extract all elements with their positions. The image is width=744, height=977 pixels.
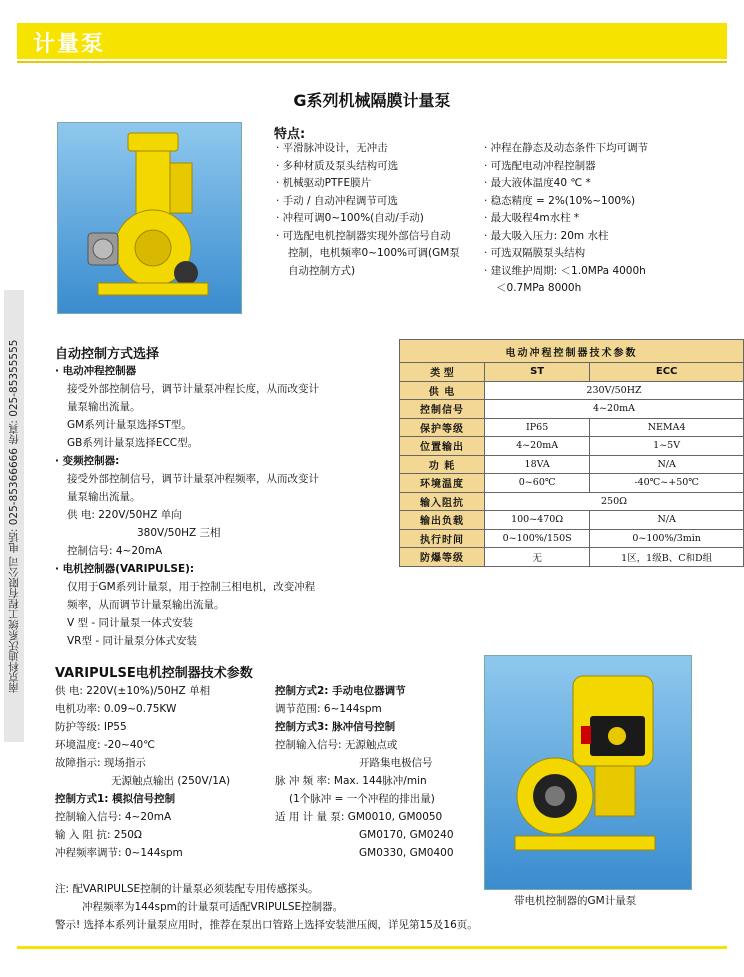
- table-row-label: 执行时间: [400, 529, 485, 548]
- table-header-cell: 类 型: [400, 363, 485, 382]
- table-cell: 230V/50HZ: [485, 381, 744, 400]
- table-cell: 1~5V: [590, 437, 744, 456]
- table-row: [400, 437, 744, 456]
- feature-item: · 平滑脉冲设计，无冲击: [276, 142, 388, 154]
- table-caption: 电动冲程控制器技术参数: [400, 340, 744, 363]
- table-cell: 100~470Ω: [485, 511, 590, 530]
- varipulse-spec-line: 适 用 计 量 泵: GM0010, GM0050: [275, 811, 443, 823]
- auto-control-line: · 电机控制器(VARIPULSE):: [55, 563, 195, 575]
- table-cell: 1区，1级B、C和D组: [590, 548, 744, 567]
- feature-item: · 冲程在静态及动态条件下均可调节: [484, 142, 649, 154]
- feature-item: · 建议维护周期: ＜1.0MPa 4000h: [484, 264, 646, 277]
- table-cell: 0~60℃: [485, 474, 590, 493]
- feature-item: · 可选配电动冲程控制器: [484, 159, 596, 172]
- table-cell: 4~20mA: [485, 437, 590, 456]
- auto-control-line: 供 电: 220V/50HZ 单向: [67, 509, 182, 521]
- varipulse-spec-line: 控制输入信号: 无源触点或: [275, 739, 398, 751]
- table-cell: -40℃~+50℃: [590, 474, 744, 493]
- feature-item: · 可选双隔膜泵头结构: [484, 247, 586, 259]
- table-cell: 18VA: [485, 455, 590, 474]
- varipulse-spec-line: (1个脉冲 = 一个冲程的排出量): [289, 793, 435, 805]
- table-row-label: 保护等级: [400, 418, 485, 437]
- table-row-label: 防爆等级: [400, 548, 485, 567]
- varipulse-spec-right: [275, 682, 454, 862]
- feature-item: · 机械驱动PTFE膜片: [276, 177, 372, 189]
- note-line: 冲程频率为144spm的计量泵可适配VRIPULSE控制器。: [82, 901, 344, 913]
- features-label: 特点:: [274, 127, 306, 142]
- feature-item: · 最大液体温度40 ℃ *: [484, 177, 591, 189]
- table-row: [400, 474, 744, 493]
- feature-item: · 可选配电机控制器实现外部信号自动: [276, 229, 451, 242]
- table-row: [400, 511, 744, 530]
- feature-item: · 最大吸入压力: 20m 水柱: [484, 229, 609, 242]
- table-header-cell: ECC: [590, 363, 744, 382]
- table-row: [400, 492, 744, 511]
- table-cell: 0~100%/150S: [485, 529, 590, 548]
- gm-pump-illustration: [485, 656, 691, 889]
- feature-item: · 冲程可调0~100%(自动/手动): [276, 212, 424, 224]
- table-row-label: 控制信号: [400, 400, 485, 419]
- footer-divider: [17, 946, 727, 949]
- table-row: [400, 548, 744, 567]
- feature-item: 控制，电机频率0~100%可调(GM泵: [288, 247, 460, 259]
- features-list-right: [484, 140, 648, 298]
- varipulse-spec-line: 无源触点输出 (250V/1A): [111, 775, 231, 787]
- feature-item: ＜0.7MPa 8000h: [496, 282, 582, 294]
- auto-control-line: · 变频控制器:: [55, 455, 120, 467]
- auto-control-line: 仅用于GM系列计量泵，用于控制三相电机，改变冲程: [67, 581, 316, 593]
- auto-control-line: 接受外部控制信号，调节计量泵冲程频率，从而改变计: [67, 473, 319, 485]
- varipulse-spec-line: 防护等级: IP55: [55, 721, 127, 733]
- varipulse-spec-left: [55, 682, 230, 862]
- table-row-label: 环境温度: [400, 474, 485, 493]
- auto-control-line: 控制信号: 4~20mA: [67, 545, 163, 557]
- table-cell: IP65: [485, 418, 590, 437]
- table-row: [400, 455, 744, 474]
- table-cell: 4~20mA: [485, 400, 744, 419]
- company-contact-sidebar: [4, 290, 24, 742]
- table-cell: 0~100%/3min: [590, 529, 744, 548]
- auto-control-title: 自动控制方式选择: [55, 347, 160, 362]
- feature-item: · 稳态精度 = 2%(10%~100%): [484, 194, 636, 207]
- table-cell: N/A: [590, 455, 744, 474]
- table-header-cell: ST: [485, 363, 590, 382]
- auto-control-line: 频率，从而调节计量泵输出流量。: [67, 599, 225, 611]
- auto-control-line: 量泵输出流量。: [67, 401, 141, 413]
- varipulse-spec-line: GM0170, GM0240: [359, 829, 454, 841]
- varipulse-spec-line: 脉 冲 频 率: Max. 144脉冲/min: [275, 775, 427, 787]
- note-line: 注: 配VARIPULSE控制的计量泵必须装配专用传感探头。: [55, 883, 319, 895]
- table-header-row: [400, 363, 744, 382]
- features-list-left: [276, 140, 460, 280]
- header-divider: [17, 61, 727, 63]
- varipulse-spec-line: 调节范围: 6~144spm: [275, 703, 382, 715]
- table-caption-row: [400, 340, 744, 363]
- auto-control-line: VR型 - 同计量泵分体式安装: [67, 635, 197, 647]
- varipulse-spec-line: 控制方式3: 脉冲信号控制: [275, 721, 396, 733]
- photo-caption: 带电机控制器的GM计量泵: [514, 895, 637, 907]
- varipulse-spec-line: 电机功率: 0.09~0.75KW: [55, 703, 177, 715]
- gm-pump-photo: [484, 655, 692, 890]
- varipulse-spec-line: 控制输入信号: 4~20mA: [55, 811, 172, 823]
- table-row-label: 供 电: [400, 381, 485, 400]
- table-row-label: 输出负载: [400, 511, 485, 530]
- notes: [55, 880, 343, 916]
- varipulse-spec-line: 控制方式2: 手动电位器调节: [275, 685, 406, 697]
- table-cell: NEMA4: [590, 418, 744, 437]
- auto-control-line: 量泵输出流量。: [67, 491, 141, 503]
- table-row-label: 位置输出: [400, 437, 485, 456]
- table-row: [400, 381, 744, 400]
- varipulse-spec-line: 开路集电极信号: [359, 757, 433, 769]
- table-row-label: 功 耗: [400, 455, 485, 474]
- auto-control-line: GB系列计量泵选择ECC型。: [67, 437, 199, 449]
- varipulse-spec-line: 冲程频率调节: 0~144spm: [55, 847, 183, 859]
- table-cell: 无: [485, 548, 590, 567]
- page-section-title: 计量泵: [33, 32, 106, 57]
- table-row-label: 输入阻抗: [400, 492, 485, 511]
- auto-control-line: · 电动冲程控制器: [55, 365, 137, 377]
- stroke-controller-spec-table: [399, 339, 744, 567]
- feature-item: 自动控制方式): [288, 264, 356, 277]
- g-pump-photo: [57, 122, 242, 314]
- feature-item: · 最大吸程4m水柱 *: [484, 212, 580, 224]
- varipulse-spec-line: 供 电: 220V(±10%)/50HZ 单相: [55, 685, 211, 697]
- table-row: [400, 400, 744, 419]
- varipulse-spec-line: GM0330, GM0400: [359, 847, 454, 859]
- auto-control-body: [55, 362, 319, 650]
- varipulse-spec-line: 环境温度: -20~40℃: [55, 739, 155, 751]
- table-row: [400, 418, 744, 437]
- table-cell: N/A: [590, 511, 744, 530]
- auto-control-line: 380V/50HZ 三相: [137, 527, 221, 539]
- auto-control-line: 接受外部控制信号，调节计量泵冲程长度，从而改变计: [67, 383, 319, 395]
- feature-item: · 手动 / 自动冲程调节可选: [276, 194, 398, 207]
- varipulse-spec-line: 输 入 阻 抗: 250Ω: [55, 829, 142, 841]
- varipulse-title: VARIPULSE电机控制器技术参数: [55, 666, 253, 681]
- varipulse-spec-line: 故障指示: 现场指示: [55, 757, 146, 769]
- varipulse-spec-line: 控制方式1: 模拟信号控制: [55, 793, 176, 805]
- g-pump-illustration: [58, 123, 241, 313]
- header-bar: [17, 23, 727, 59]
- auto-control-line: GM系列计量泵选择ST型。: [67, 419, 192, 431]
- company-contact-text: 南京科迪沃系统工程有限公司 电话: 025-85366666 传真: 025-85355555: [8, 339, 20, 693]
- table-cell: 250Ω: [485, 492, 744, 511]
- page-title: G系列机械隔膜计量泵: [293, 91, 451, 110]
- feature-item: · 多种材质及泵头结构可选: [276, 159, 399, 172]
- warning-note: 警示! 选择本系列计量泵应用时，推荐在泵出口管路上选择安装泄压阀，详见第15及16页。: [55, 919, 478, 931]
- table-row: [400, 529, 744, 548]
- auto-control-line: V 型 - 同计量泵一体式安装: [67, 617, 193, 629]
